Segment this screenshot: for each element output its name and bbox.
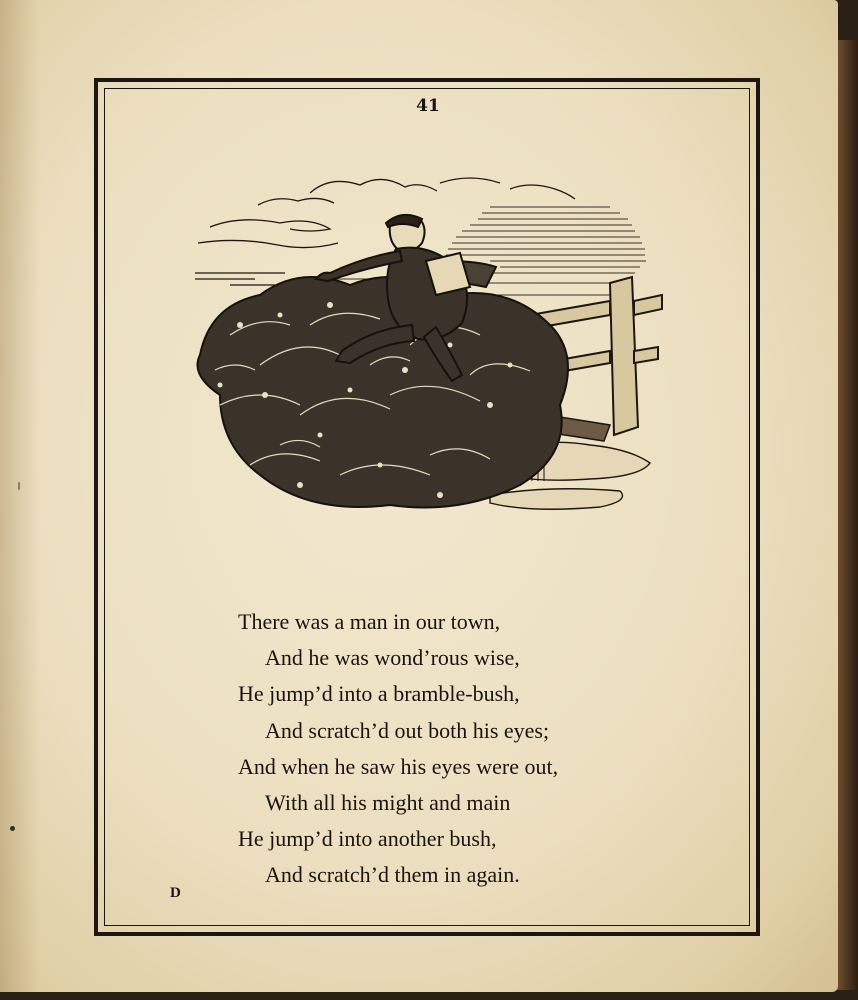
ink-speck	[10, 826, 15, 831]
clouds	[195, 178, 575, 285]
poem-line-4: And scratch’d out both his eyes;	[265, 717, 550, 743]
page-number: 41	[416, 96, 440, 116]
poem-line-7: He jump’d into another bush,	[238, 826, 497, 852]
poem-line-3: He jump’d into a bramble-bush,	[238, 681, 520, 707]
ink-speck	[18, 482, 20, 490]
signature-mark: D	[170, 885, 181, 901]
spine-shadow	[0, 0, 40, 992]
bramble-bush	[198, 277, 569, 508]
woodcut-illustration	[190, 165, 670, 545]
poem-line-5: And when he saw his eyes were out,	[238, 753, 559, 779]
poem	[238, 604, 678, 894]
poem-line-1: There was a man in our town,	[238, 609, 501, 634]
poem-line-6: With all his might and main	[265, 789, 511, 815]
poem-line-2: And he was wond’rous wise,	[265, 645, 520, 671]
poem-line-8: And scratch’d them in again.	[265, 862, 520, 888]
